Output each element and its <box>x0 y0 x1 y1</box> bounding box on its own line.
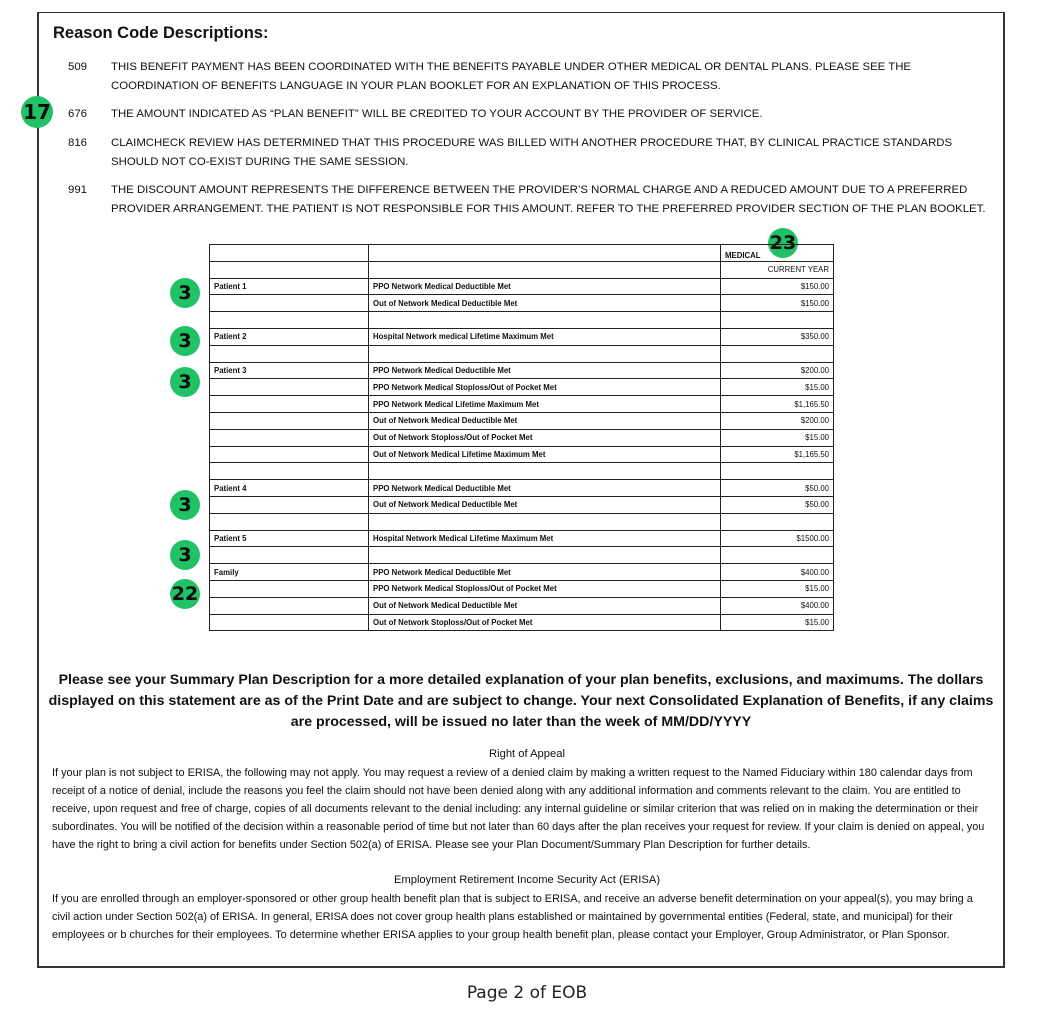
patient-name-cell <box>210 614 369 631</box>
amount-cell: $1,165.50 <box>721 396 834 413</box>
patient-name-cell: Family <box>210 564 369 581</box>
table-row <box>210 446 834 463</box>
patient-name-cell <box>210 513 369 530</box>
patient-name-cell: Patient 3 <box>210 362 369 379</box>
table-row <box>210 463 834 480</box>
reason-code-text: CLAIMCHECK REVIEW HAS DETERMINED THAT THIS PROCEDURE WAS BILLED WITH ANOTHER PROCEDURE THAT, BY CLINICAL PRACTICE STANDARDS SHOULD NOT CO-EXIST DURING THE SAME SESSION. <box>111 137 953 168</box>
amount-cell: $50.00 <box>721 480 834 497</box>
table-row <box>210 429 834 446</box>
reason-code-text: THIS BENEFIT PAYMENT HAS BEEN COORDINATED WITH THE BENEFITS PAYABLE UNDER OTHER MEDICAL OR DENTAL PLANS. PLEASE SEE THE COORDINATION OF BENEFITS LANGUAGE IN YOUR PLAN BOOKLET FOR AN EXPLANATION OF THIS PROCESS. <box>111 61 912 92</box>
amount-cell: $15.00 <box>721 429 834 446</box>
patient-name-cell <box>210 412 369 429</box>
patient-name-cell <box>210 446 369 463</box>
benefit-description-cell <box>369 547 721 564</box>
benefit-description-cell: Out of Network Medical Deductible Met <box>369 295 721 312</box>
table-row <box>210 396 834 413</box>
patient-name-cell <box>210 580 369 597</box>
table-row <box>210 547 834 564</box>
table-row <box>210 580 834 597</box>
table-row <box>210 564 834 581</box>
amount-cell <box>721 345 834 362</box>
patient-name-cell <box>210 547 369 564</box>
reason-code: 991 <box>68 184 88 196</box>
amount-cell: $15.00 <box>721 614 834 631</box>
reason-codes-title: Reason Code Descriptions: <box>53 24 269 42</box>
patient-name-cell <box>210 496 369 513</box>
amount-cell: $150.00 <box>721 278 834 295</box>
annotation-badge: 3 <box>170 367 200 397</box>
table-row <box>210 496 834 513</box>
benefit-description-cell <box>369 463 721 480</box>
benefit-description-cell: PPO Network Medical Stoploss/Out of Pocket Met <box>369 379 721 396</box>
benefit-description-cell <box>369 312 721 329</box>
amount-cell <box>721 513 834 530</box>
erisa-title: Employment Retirement Income Security Act (ERISA) <box>393 874 661 886</box>
benefit-description-cell: Out of Network Stoploss/Out of Pocket Met <box>369 614 721 631</box>
annotation-badge: 3 <box>170 278 200 308</box>
benefit-description-cell: Out of Network Medical Lifetime Maximum Met <box>369 446 721 463</box>
annotation-badge: 22 <box>170 579 200 609</box>
amount-cell: $200.00 <box>721 412 834 429</box>
plan-notice: Please see your Summary Plan Description for a more detailed explanation of your plan benefits, exclusions, and maximums. The dollars displayed on this statement are as of the Print Date and are subject to change. Your next Consolidated Explanation of Benefits, if any claims are processed, will be issued no later than the week of MM/DD/YYYY <box>48 672 994 730</box>
patient-name-cell: Patient 4 <box>210 480 369 497</box>
amount-cell: $50.00 <box>721 496 834 513</box>
benefit-description-cell: Hospital Network Medical Lifetime Maximum Met <box>369 530 721 547</box>
table-row <box>210 513 834 530</box>
amount-cell <box>721 312 834 329</box>
annotation-badge: 23 <box>768 228 798 258</box>
table-row <box>210 530 834 547</box>
table-row <box>210 362 834 379</box>
reason-code: 816 <box>68 137 88 149</box>
table-row <box>210 345 834 362</box>
table-row <box>210 614 834 631</box>
patient-name-cell <box>210 597 369 614</box>
annotation-badge: 17 <box>21 96 53 128</box>
amount-cell: $150.00 <box>721 295 834 312</box>
reason-code-text: THE AMOUNT INDICATED AS “PLAN BENEFIT” WILL BE CREDITED TO YOUR ACCOUNT BY THE PROVIDER OF SERVICE. <box>111 108 763 120</box>
table-header-row <box>210 245 834 262</box>
patient-name-cell <box>210 429 369 446</box>
benefit-description-cell: Out of Network Medical Deductible Met <box>369 597 721 614</box>
amount-cell: $15.00 <box>721 379 834 396</box>
table-row <box>210 328 834 345</box>
column-header: MEDICAL <box>721 245 834 262</box>
benefit-description-cell: Out of Network Medical Deductible Met <box>369 412 721 429</box>
patient-name-cell: Patient 5 <box>210 530 369 547</box>
table-row <box>210 412 834 429</box>
erisa-body: If you are enrolled through an employer-sponsored or other group health benefit plan that is subject to ERISA, and receive an adverse benefit determination on your appeal(s), you may bring a civil action under Section 502(a) of ERISA. In general, ERISA does not cover group health plans established or maintained by governmental entities (Federal, state, and municipal) for their employees or b churches for their employees. To determine whether ERISA applies to your group health benefit plan, please contact your Employer, Group Administrator, or Plan Sponsor. <box>52 893 973 941</box>
table-row <box>210 480 834 497</box>
benefit-description-cell: Out of Network Medical Deductible Met <box>369 496 721 513</box>
patient-name-cell: Patient 1 <box>210 278 369 295</box>
annotation-badge: 3 <box>170 326 200 356</box>
amount-cell: $200.00 <box>721 362 834 379</box>
annotation-badge: 3 <box>170 490 200 520</box>
table-row <box>210 597 834 614</box>
patient-name-cell <box>210 463 369 480</box>
table-row <box>210 278 834 295</box>
amount-cell <box>721 463 834 480</box>
benefit-description-cell: PPO Network Medical Lifetime Maximum Met <box>369 396 721 413</box>
right-of-appeal-body: If your plan is not subject to ERISA, the following may not apply. You may request a review of a denied claim by making a written request to the Named Fiduciary within 180 calendar days from receipt of a notice of denial, include the reasons you feel the claim should not have been denied along with any additional information and comments relevant to the claim. You are entitled to receive, upon request and free of charge, copies of all documents relevant to the denial including: any internal guideline or similar criterion that was relied on in making the determination or their subordinates. You will be notified of the decision within a reasonable period of time but not later than 60 days after the plan receives your request for review. If your claim is denied on appeal, you have the right to bring a civil action for benefits under Section 502(a) of ERISA. Please see your Plan Document/Summary Plan Description for further details. <box>52 767 985 851</box>
amount-cell <box>721 547 834 564</box>
benefit-description-cell: PPO Network Medical Deductible Met <box>369 362 721 379</box>
annotation-badge: 3 <box>170 540 200 570</box>
table-row <box>210 312 834 329</box>
amount-cell: $1,165.50 <box>721 446 834 463</box>
amount-cell: $400.00 <box>721 597 834 614</box>
benefit-description-cell: PPO Network Medical Deductible Met <box>369 278 721 295</box>
benefit-description-cell <box>369 513 721 530</box>
amount-cell: $400.00 <box>721 564 834 581</box>
table-row <box>210 295 834 312</box>
patient-name-cell <box>210 295 369 312</box>
amount-cell: $350.00 <box>721 328 834 345</box>
benefit-description-cell <box>369 345 721 362</box>
benefit-description-cell: PPO Network Medical Deductible Met <box>369 564 721 581</box>
table-subheader-row <box>210 261 834 278</box>
benefit-description-cell: Out of Network Stoploss/Out of Pocket Met <box>369 429 721 446</box>
right-of-appeal-title: Right of Appeal <box>489 748 565 760</box>
amount-cell: $1500.00 <box>721 530 834 547</box>
benefit-description-cell: PPO Network Medical Stoploss/Out of Pocket Met <box>369 580 721 597</box>
table-row <box>210 379 834 396</box>
reason-code: 509 <box>68 61 88 73</box>
benefits-rows <box>210 278 834 631</box>
patient-name-cell: Patient 2 <box>210 328 369 345</box>
page-number: Page 2 of EOB <box>466 983 588 1003</box>
patient-name-cell <box>210 312 369 329</box>
column-subheader: CURRENT YEAR <box>721 261 834 278</box>
amount-cell: $15.00 <box>721 580 834 597</box>
benefit-description-cell: PPO Network Medical Deductible Met <box>369 480 721 497</box>
benefits-table <box>209 244 834 631</box>
benefit-description-cell: Hospital Network medical Lifetime Maximum Met <box>369 328 721 345</box>
reason-code-text: THE DISCOUNT AMOUNT REPRESENTS THE DIFFERENCE BETWEEN THE PROVIDER’S NORMAL CHARGE AND A REDUCED AMOUNT DUE TO A PREFERRED PROVIDER ARRANGEMENT. THE PATIENT IS NOT RESPONSIBLE FOR THIS AMOUNT. REFER TO THE PREFERRED PROVIDER SECTION OF THE PLAN BOOKLET. <box>111 184 986 215</box>
patient-name-cell <box>210 379 369 396</box>
patient-name-cell <box>210 396 369 413</box>
patient-name-cell <box>210 345 369 362</box>
reason-code: 676 <box>68 108 88 120</box>
